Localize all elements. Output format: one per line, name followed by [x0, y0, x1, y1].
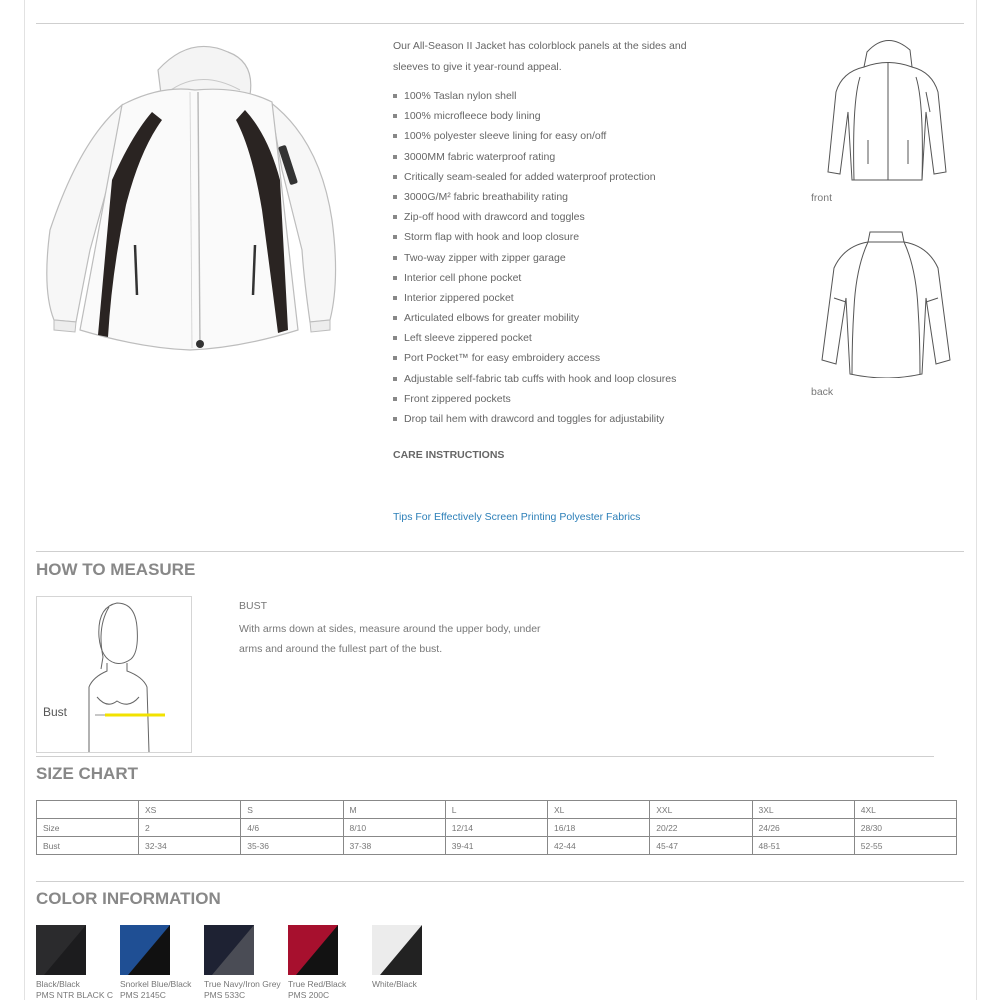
size-cell: 4/6 [241, 819, 343, 837]
size-cell: 39-41 [445, 837, 547, 855]
color-swatch[interactable] [372, 925, 456, 1000]
color-swatch-label [372, 979, 417, 990]
size-row [37, 819, 957, 837]
feature-item: Storm flap with hook and loop closure [393, 227, 713, 247]
feature-item: 3000MM fabric waterproof rating [393, 147, 713, 167]
color-divider [36, 881, 964, 882]
color-name: Black/Black [36, 979, 80, 989]
color-swatch-label [120, 979, 191, 1001]
size-cell: 52-55 [854, 837, 956, 855]
size-cell: 2 [139, 819, 241, 837]
feature-item: Interior zippered pocket [393, 288, 713, 308]
jacket-front-sketch [822, 32, 952, 182]
size-cell: Bust [37, 837, 139, 855]
color-swatch-label [36, 979, 113, 1001]
size-divider [36, 756, 934, 757]
size-cell: 8/10 [343, 819, 445, 837]
color-name: True Red/Black [288, 979, 347, 989]
size-cell: S [241, 801, 343, 819]
product-description: Our All-Season II Jacket has colorblock panels at the sides and sleeves to give it year-round appeal. [393, 40, 687, 73]
color-swatch-list [36, 925, 536, 1000]
care-instructions-heading: CARE INSTRUCTIONS [393, 449, 505, 461]
color-swatch-label [288, 979, 346, 1001]
feature-item: Articulated elbows for greater mobility [393, 308, 713, 328]
front-label: front [811, 192, 833, 204]
feature-item: Interior cell phone pocket [393, 268, 713, 288]
size-cell: XL [548, 801, 650, 819]
size-cell: 16/18 [548, 819, 650, 837]
color-pms: PMS 200C [288, 990, 330, 1000]
size-cell: 4XL [854, 801, 956, 819]
feature-item: 3000G/M² fabric breathability rating [393, 187, 713, 207]
size-cell [37, 801, 139, 819]
how-to-measure-title: HOW TO MEASURE [36, 560, 196, 579]
color-pms: PMS 2145C [120, 990, 166, 1000]
color-swatch[interactable] [204, 925, 288, 1000]
feature-item: 100% Taslan nylon shell [393, 86, 713, 106]
jacket-product-image [40, 30, 340, 360]
color-pms: PMS NTR BLACK C [36, 990, 113, 1000]
color-chip [36, 925, 86, 975]
size-cell: 24/26 [752, 819, 854, 837]
size-cell: XXL [650, 801, 752, 819]
color-swatch-label [204, 979, 281, 1001]
size-cell: 32-34 [139, 837, 241, 855]
jacket-back-sketch [818, 228, 954, 378]
color-name: White/Black [372, 979, 417, 989]
feature-item: Drop tail hem with drawcord and toggles for adjustability [393, 409, 713, 429]
size-cell: XS [139, 801, 241, 819]
color-chip [288, 925, 338, 975]
size-cell: 3XL [752, 801, 854, 819]
bust-figure-drawing [37, 597, 191, 752]
color-swatch[interactable] [288, 925, 372, 1000]
feature-item: Port Pocket™ for easy embroidery access [393, 348, 713, 368]
size-cell: 12/14 [445, 819, 547, 837]
size-cell: L [445, 801, 547, 819]
color-name: Snorkel Blue/Black [120, 979, 192, 989]
color-name: True Navy/Iron Grey [204, 979, 281, 989]
bust-figure-label: Bust [43, 705, 68, 719]
size-chart-title: SIZE CHART [36, 764, 138, 783]
color-chip [120, 925, 170, 975]
color-swatch[interactable] [36, 925, 120, 1000]
size-cell: M [343, 801, 445, 819]
screen-printing-tips-link[interactable]: Tips For Effectively Screen Printing Polyester Fabrics [393, 511, 641, 523]
size-cell: 35-36 [241, 837, 343, 855]
color-chip [204, 925, 254, 975]
size-cell: Size [37, 819, 139, 837]
feature-item: 100% microfleece body lining [393, 106, 713, 126]
measure-illustration [36, 596, 192, 753]
measure-divider [36, 551, 964, 552]
size-cell: 20/22 [650, 819, 752, 837]
feature-item: Left sleeve zippered pocket [393, 328, 713, 348]
size-row [37, 837, 957, 855]
size-cell: 28/30 [854, 819, 956, 837]
bust-title: BUST [239, 600, 268, 612]
size-cell: 48-51 [752, 837, 854, 855]
color-swatch[interactable] [120, 925, 204, 1000]
feature-item: Zip-off hood with drawcord and toggles [393, 207, 713, 227]
size-cell: 42-44 [548, 837, 650, 855]
size-header-row [37, 801, 957, 819]
feature-list [393, 86, 713, 429]
product-description-block [393, 36, 713, 429]
back-label: back [811, 386, 834, 398]
color-pms: PMS 533C [204, 990, 246, 1000]
feature-item: Two-way zipper with zipper garage [393, 248, 713, 268]
feature-item: Critically seam-sealed for added waterproof protection [393, 167, 713, 187]
size-chart-table [36, 800, 957, 855]
color-chip [372, 925, 422, 975]
top-divider [36, 23, 964, 24]
bust-description: With arms down at sides, measure around the upper body, under arms and around the fullest part of the bust. [239, 623, 541, 655]
feature-item: Front zippered pockets [393, 389, 713, 409]
color-information-title: COLOR INFORMATION [36, 889, 221, 908]
feature-item: 100% polyester sleeve lining for easy on/off [393, 126, 713, 146]
size-cell: 37-38 [343, 837, 445, 855]
feature-item: Adjustable self-fabric tab cuffs with hook and loop closures [393, 369, 713, 389]
size-cell: 45-47 [650, 837, 752, 855]
